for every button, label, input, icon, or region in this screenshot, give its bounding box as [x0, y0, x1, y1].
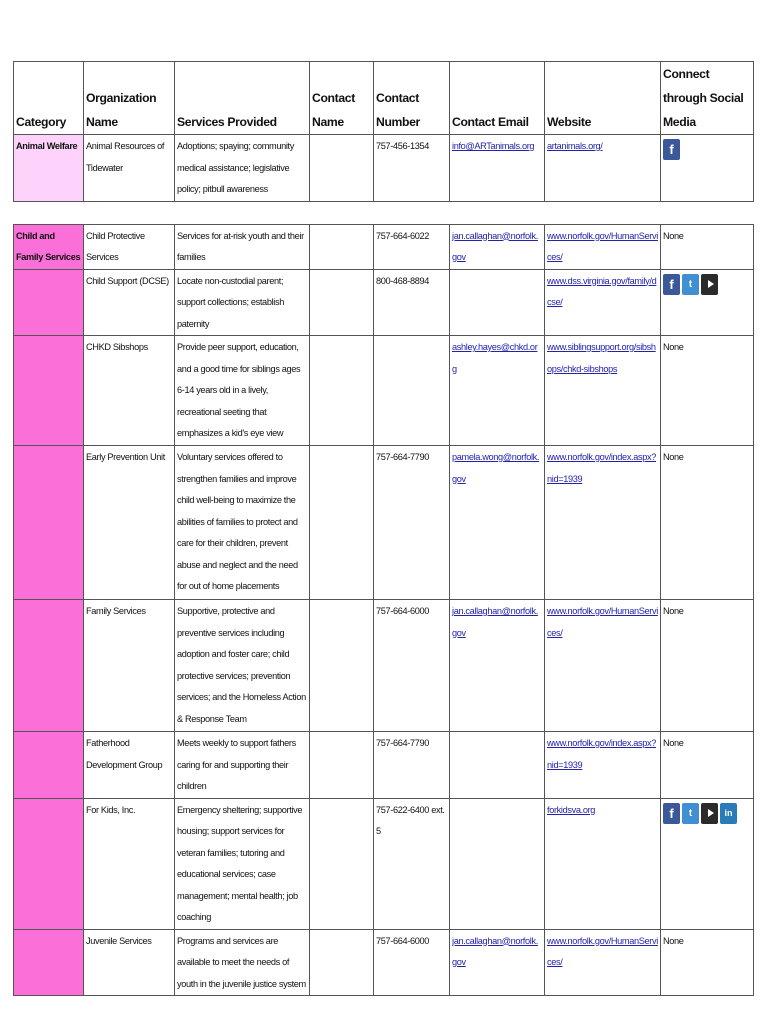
phone-cell: 757-664-6000	[374, 929, 450, 996]
category-cell	[14, 600, 84, 732]
social-none-text: None	[663, 452, 684, 462]
youtube-icon[interactable]	[701, 803, 718, 824]
social-cell	[661, 269, 754, 336]
resource-directory-sheet	[13, 61, 753, 996]
header-contact-email: Contact Email	[450, 62, 545, 135]
email-cell[interactable]	[450, 269, 545, 336]
phone-cell: 757-664-7790	[374, 446, 450, 600]
youtube-icon[interactable]	[701, 274, 718, 295]
social-cell	[661, 224, 754, 269]
facebook-icon[interactable]: f	[663, 139, 680, 160]
table-row	[14, 336, 754, 446]
email-cell-link[interactable]: info@ARTanimals.org	[452, 141, 535, 151]
play-triangle	[708, 809, 714, 817]
website-cell[interactable]	[545, 798, 661, 929]
header-contact-name: Contact Name	[310, 62, 374, 135]
linkedin-icon[interactable]: in	[720, 803, 737, 824]
contact-name-cell	[310, 135, 374, 202]
website-cell-link[interactable]: forkidsva.org	[547, 804, 596, 815]
services-cell: Services for at-risk youth and their families	[175, 224, 310, 269]
email-cell-link[interactable]: ashley.hayes@chkd.org	[452, 342, 538, 374]
social-icons	[663, 800, 751, 824]
social-none-text: None	[663, 738, 684, 748]
contact-name-cell	[310, 798, 374, 929]
phone-cell	[374, 336, 450, 446]
email-cell-link[interactable]: jan.callaghan@norfolk.gov	[452, 606, 538, 638]
website-cell-link[interactable]: www.norfolk.gov/HumanServices/	[547, 935, 658, 967]
table-row	[14, 798, 754, 929]
social-cell	[661, 446, 754, 600]
spacer-cell	[14, 201, 754, 224]
email-cell-link[interactable]: pamela.wong@norfolk.gov	[452, 452, 540, 484]
email-cell[interactable]	[450, 732, 545, 799]
services-cell: Adoptions; spaying; community medical assistance; legislative policy; pitbull awareness	[175, 135, 310, 202]
facebook-icon[interactable]: f	[663, 274, 680, 295]
header-organization: Organization Name	[84, 62, 175, 135]
twitter-icon[interactable]: t	[682, 274, 699, 295]
website-cell[interactable]	[545, 135, 661, 202]
email-cell-link[interactable]: jan.callaghan@norfolk.gov	[452, 230, 538, 262]
contact-name-cell	[310, 600, 374, 732]
phone-cell: 757-664-7790	[374, 732, 450, 799]
website-cell-link[interactable]: artanimals.org/	[547, 141, 603, 151]
services-cell: Meets weekly to support fathers caring for and supporting their children	[175, 732, 310, 799]
contact-name-cell	[310, 336, 374, 446]
email-cell[interactable]	[450, 929, 545, 996]
table-row	[14, 600, 754, 732]
organization-cell: Animal Resources of Tidewater	[84, 135, 175, 202]
services-cell: Provide peer support, education, and a good time for siblings ages 6-14 years old in a lively, recreational seeting that emphasizes a kid's eye view	[175, 336, 310, 446]
social-cell	[661, 336, 754, 446]
email-cell[interactable]	[450, 224, 545, 269]
contact-name-cell	[310, 929, 374, 996]
contact-name-cell	[310, 446, 374, 600]
category-cell	[14, 798, 84, 929]
phone-cell: 757-622-6400 ext. 5	[374, 798, 450, 929]
twitter-icon[interactable]: t	[682, 803, 699, 824]
email-cell[interactable]	[450, 600, 545, 732]
header-row	[14, 62, 754, 135]
organization-cell: Family Services	[84, 600, 175, 732]
social-cell	[661, 929, 754, 996]
website-cell-link[interactable]: www.norfolk.gov/index.aspx?nid=1939	[547, 452, 657, 484]
website-cell-link[interactable]: www.norfolk.gov/HumanServices/	[547, 606, 658, 638]
website-cell[interactable]	[545, 269, 661, 336]
spacer-row	[14, 201, 754, 224]
contact-name-cell	[310, 224, 374, 269]
organization-cell: Early Prevention Unit	[84, 446, 175, 600]
website-cell[interactable]	[545, 600, 661, 732]
facebook-icon[interactable]: f	[663, 803, 680, 824]
organization-cell: Child Protective Services	[84, 224, 175, 269]
website-cell[interactable]	[545, 446, 661, 600]
social-icons	[663, 271, 751, 295]
website-cell[interactable]	[545, 929, 661, 996]
organization-cell: CHKD Sibshops	[84, 336, 175, 446]
email-cell-link[interactable]: jan.callaghan@norfolk.gov	[452, 935, 538, 967]
email-cell[interactable]	[450, 135, 545, 202]
header-social: Connect through Social Media	[661, 62, 754, 135]
services-cell: Voluntary services offered to strengthen families and improve child well-being to maximize the abilities of families to protect and care for their children, prevent abuse and neglect and the need for out of home placements	[175, 446, 310, 600]
social-cell	[661, 135, 754, 202]
header-contact-number: Contact Number	[374, 62, 450, 135]
table-row	[14, 269, 754, 336]
table-row	[14, 732, 754, 799]
social-cell	[661, 600, 754, 732]
header-services: Services Provided	[175, 62, 310, 135]
category-cell: Child and Family Services	[14, 224, 84, 269]
phone-cell: 800-468-8894	[374, 269, 450, 336]
social-none-text: None	[663, 342, 684, 352]
organization-cell: Juvenile Services	[84, 929, 175, 996]
table-row	[14, 135, 754, 202]
email-cell[interactable]	[450, 798, 545, 929]
category-cell	[14, 732, 84, 799]
social-none-text: None	[663, 230, 684, 241]
resource-table	[13, 61, 754, 996]
category-cell	[14, 446, 84, 600]
website-cell-link[interactable]: www.norfolk.gov/index.aspx?nid=1939	[547, 738, 657, 770]
social-cell	[661, 798, 754, 929]
social-none-text: None	[663, 935, 684, 946]
contact-name-cell	[310, 269, 374, 336]
services-cell: Programs and services are available to meet the needs of youth in the juvenile justice system	[175, 929, 310, 996]
services-cell: Supportive, protective and preventive services including adoption and foster care; child protective services; prevention services; and the Homeless Action & Response Team	[175, 600, 310, 732]
services-cell: Emergency sheltering; supportive housing; support services for veteran families; tutoring and educational services; case management; mental health; job coaching	[175, 798, 310, 929]
header-website: Website	[545, 62, 661, 135]
social-icons	[663, 136, 751, 160]
email-cell[interactable]	[450, 336, 545, 446]
website-cell[interactable]	[545, 336, 661, 446]
website-cell-link[interactable]: www.dss.virginia.gov/family/dcse/	[547, 275, 657, 307]
category-cell	[14, 929, 84, 996]
organization-cell: Child Support (DCSE)	[84, 269, 175, 336]
social-none-text: None	[663, 606, 684, 616]
header-category: Category	[14, 62, 84, 135]
table-row	[14, 929, 754, 996]
social-cell	[661, 732, 754, 799]
category-cell	[14, 336, 84, 446]
website-cell[interactable]	[545, 732, 661, 799]
category-cell: Animal Welfare	[14, 135, 84, 202]
phone-cell: 757-664-6022	[374, 224, 450, 269]
contact-name-cell	[310, 732, 374, 799]
organization-cell: For Kids, Inc.	[84, 798, 175, 929]
organization-cell: Fatherhood Development Group	[84, 732, 175, 799]
website-cell-link[interactable]: www.norfolk.gov/HumanServices/	[547, 230, 658, 262]
phone-cell: 757-664-6000	[374, 600, 450, 732]
email-cell[interactable]	[450, 446, 545, 600]
category-cell	[14, 269, 84, 336]
play-triangle	[708, 280, 714, 288]
phone-cell: 757-456-1354	[374, 135, 450, 202]
website-cell[interactable]	[545, 224, 661, 269]
services-cell: Locate non-custodial parent; support collections; establish paternity	[175, 269, 310, 336]
table-row	[14, 224, 754, 269]
table-row	[14, 446, 754, 600]
website-cell-link[interactable]: www.siblingsupport.org/sibshops/chkd-sibshops	[547, 342, 656, 374]
